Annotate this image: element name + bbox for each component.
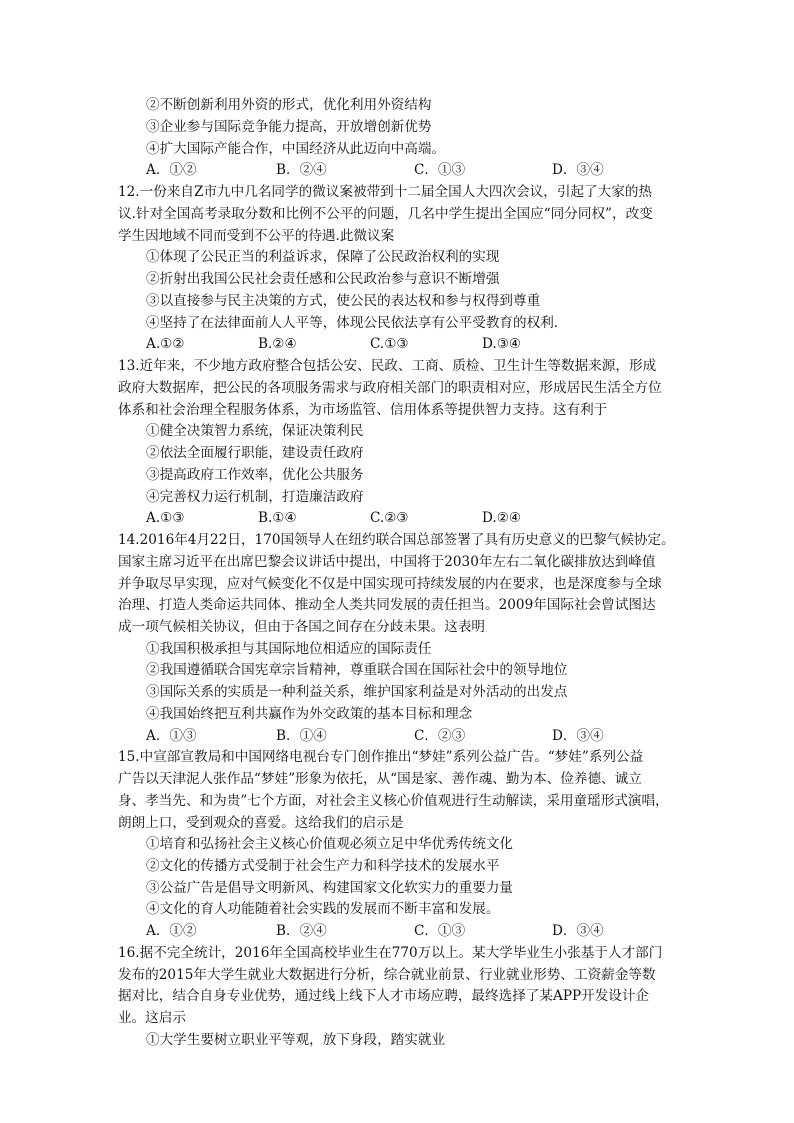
q11-item-2: ②不断创新利用外资的形式，优化利用外资结构: [146, 97, 432, 113]
q13-item-4: ④完善权力运行机制，打造廉洁政府: [146, 489, 364, 505]
q11-option-a: A．①②: [146, 162, 197, 178]
q12-item-4: ④坚持了在法律面前人人平等，体现公民依法享有公平受教育的权利.: [146, 315, 559, 331]
q11-option-d: D．③④: [552, 162, 604, 178]
q11-option-c: C．①③: [414, 162, 466, 178]
q12-stem-line: 议.针对全国高考录取分数和比例不公平的问题，几名中学生提出全国应“同分同权”，改变: [118, 206, 653, 222]
q15-item-2: ②文化的传播方式受制于社会生产力和科学技术的发展水平: [146, 858, 500, 874]
q13-stem-line: 13.近年来，不少地方政府整合包括公安、民政、工商、质检、卫生计生等数据来源，形成: [118, 358, 657, 374]
q16-stem-line: 业。这启示: [118, 1010, 186, 1026]
q16-stem-line: 据对比，结合自身专业优势，通过线上线下人才市场应聘，最终选择了某APP开发设计企: [118, 988, 650, 1004]
q14-option-a: A．①③: [146, 728, 197, 744]
q15-stem-line: 朗朗上口，受到观众的喜爱。这给我们的启示是: [118, 815, 404, 831]
q15-item-1: ①培育和弘扬社会主义核心价值观必须立足中华优秀传统文化: [146, 836, 514, 852]
q12-item-2: ②折射出我国公民社会责任感和公民政治参与意识不断增强: [146, 271, 500, 287]
q15-option-a: A．①②: [146, 923, 197, 939]
q13-option-b: B.①④: [258, 510, 297, 526]
q13-option-c: C.②③: [370, 510, 409, 526]
q13-stem-line: 政府大数据库，把公民的各项服务需求与政府相关部门的职责相对应，形成居民生活全方位: [118, 380, 662, 396]
q12-item-1: ①体现了公民正当的利益诉求，保障了公民政治权利的实现: [146, 249, 500, 265]
q13-option-d: D.②④: [482, 510, 522, 526]
q12-item-3: ③以直接参与民主决策的方式，使公民的表达权和参与权得到尊重: [146, 293, 541, 309]
q12-stem-line: 12.一份来自Z市九中几名同学的微议案被带到十二届全国人大四次会议，引起了大家的热: [118, 184, 653, 200]
q14-option-c: C．②③: [414, 728, 466, 744]
q15-item-4: ④文化的育人功能随着社会实践的发展而不断丰富和发展。: [146, 901, 500, 917]
q15-stem-line: 广告以天津泥人张作品“梦娃”形象为依托，从“国是家、善作魂、勤为本、俭养德、诚立: [118, 771, 642, 787]
q12-option-d: D.③④: [482, 336, 522, 352]
q15-option-b: B．②④: [276, 923, 327, 939]
q15-stem-line: 身、孝当先、和为贵”七个方面，对社会主义核心价值观进行生动解读，采用童瑶形式演唱，: [118, 793, 669, 809]
q13-option-a: A.①③: [146, 510, 185, 526]
q16-stem-line: 发布的2015年大学生就业大数据进行分析，综合就业前景、行业就业形势、工资薪金等数: [118, 967, 656, 983]
q14-item-3: ③国际关系的实质是一种利益关系，维护国家利益是对外活动的出发点: [146, 684, 568, 700]
q14-stem-line: 国家主席习近平在出席巴黎会议讲话中提出，中国将于2030年左右二氧化碳排放达到峰值: [118, 554, 656, 570]
q14-stem-line: 治理、打造人类命运共同体、推动全人类共同发展的责任担当。2009年国际社会曾试图达: [118, 597, 656, 613]
q15-option-c: C．①③: [414, 923, 466, 939]
q14-item-4: ④我国始终把互利共赢作为外交政策的基本目标和理念: [146, 706, 473, 722]
q14-option-b: B．①④: [276, 728, 327, 744]
q13-stem-line: 体系和社会治理全程服务体系，为市场监管、信用体系等提供智力支持。这有利于: [118, 402, 608, 418]
q12-option-a: A.①②: [146, 336, 185, 352]
q15-stem-line: 15.中宣部宣教局和中国网络电视台专门创作推出“梦娃”系列公益广告。“梦娃”系列公益: [118, 749, 644, 765]
q14-stem-line: 14.2016年4月22日，170国领导人在纽约联合国总部签署了具有历史意义的巴黎气候协定。: [118, 532, 675, 548]
q13-item-3: ③提高政府工作效率，优化公共服务: [146, 467, 364, 483]
q14-stem-line: 并争取尽早实现，应对气候变化不仅是中国实现可持续发展的内在要求，也是深度参与全球: [118, 576, 662, 592]
q12-option-c: C.①③: [370, 336, 409, 352]
q14-option-d: D．③④: [552, 728, 604, 744]
q12-option-b: B.②④: [258, 336, 297, 352]
q16-item-1: ①大学生要树立职业平等观，放下身段，踏实就业: [146, 1032, 446, 1048]
q14-stem-line: 成一项气候相关协议，但由于各国之间存在分歧未果。这表明: [118, 619, 486, 635]
q11-item-4: ④扩大国际产能合作，中国经济从此迈向中高端。: [146, 141, 446, 157]
q13-item-1: ①健全决策智力系统，保证决策利民: [146, 423, 364, 439]
q15-option-d: D．③④: [552, 923, 604, 939]
q14-item-1: ①我国积极承担与其国际地位相适应的国际责任: [146, 641, 432, 657]
q11-option-b: B．②④: [276, 162, 327, 178]
q12-stem-line: 学生因地域不同而受到不公平的待遇.此微议案: [118, 228, 395, 244]
q14-item-2: ②我国遵循联合国宪章宗旨精神，尊重联合国在国际社会中的领导地位: [146, 662, 568, 678]
q13-item-2: ②依法全面履行职能，建设责任政府: [146, 445, 364, 461]
q15-item-3: ③公益广告是倡导文明新风、构建国家文化软实力的重要力量: [146, 880, 514, 896]
q11-item-3: ③企业参与国际竞争能力提高，开放增创新优势: [146, 119, 432, 135]
q16-stem-line: 16.据不完全统计，2016年全国高校毕业生在770万以上。某大学毕业生小张基于人才部门: [118, 945, 663, 961]
